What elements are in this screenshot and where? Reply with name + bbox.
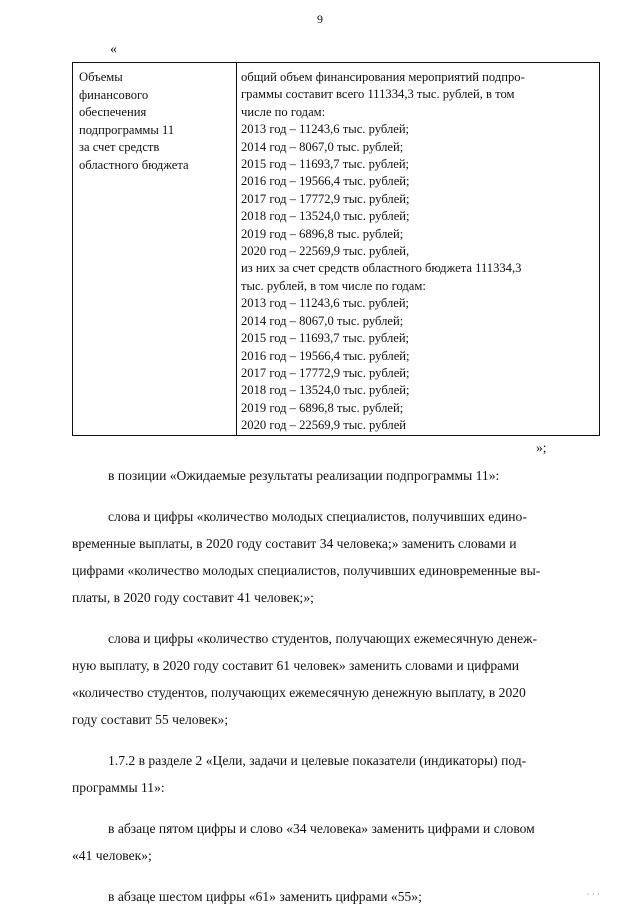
label-line: подпрограммы 11 bbox=[79, 122, 175, 137]
label-line: финансового bbox=[79, 87, 149, 102]
value-line: общий объем финансирования мероприятий подпро- bbox=[241, 70, 525, 84]
value-line: 2019 год – 6896,8 тыс. рублей; bbox=[241, 226, 404, 241]
label-line: за счет средств bbox=[79, 140, 160, 155]
table-value-cell bbox=[237, 63, 599, 435]
paragraph-line: «41 человек»; bbox=[72, 848, 152, 863]
value-line: 2014 год – 8067,0 тыс. рублей; bbox=[241, 139, 404, 154]
scan-mark: · · · bbox=[586, 889, 600, 899]
value-line: 2020 год – 22569,9 тыс. рублей bbox=[241, 418, 407, 433]
paragraph-line: платы, в 2020 году составит 41 человек;»; bbox=[72, 590, 314, 605]
paragraph-line: слова и цифры «количество молодых специалистов, получивших едино- bbox=[108, 509, 527, 524]
paragraph-line: в абзаце пятом цифры и слово «34 человека» заменить цифрами и словом bbox=[108, 821, 535, 836]
value-line: 2013 год – 11243,6 тыс. рублей; bbox=[241, 122, 410, 137]
value-line: 2018 год – 13524,0 тыс. рублей; bbox=[241, 383, 410, 398]
value-line: 2017 год – 17772,9 тыс. рублей; bbox=[241, 365, 410, 380]
paragraph-line: «количество студентов, получающих ежемесячную денежную выплату, в 2020 bbox=[72, 685, 526, 700]
funding-table bbox=[72, 62, 600, 436]
closing-quote-mark: »; bbox=[536, 440, 547, 455]
value-line: 2013 год – 11243,6 тыс. рублей; bbox=[241, 296, 410, 311]
value-line: числе по годам: bbox=[241, 104, 326, 119]
paragraph bbox=[72, 503, 602, 611]
value-line: граммы составит всего 111334,3 тыс. рублей, в том bbox=[241, 87, 515, 102]
value-line: 2014 год – 8067,0 тыс. рублей; bbox=[241, 313, 404, 328]
paragraph-line: слова и цифры «количество студентов, получающих ежемесячную денеж- bbox=[108, 631, 538, 646]
value-line: 2016 год – 19566,4 тыс. рублей; bbox=[241, 174, 410, 189]
value-line: 2017 год – 17772,9 тыс. рублей; bbox=[241, 191, 410, 206]
paragraph-line: ную выплату, в 2020 году составит 61 человек» заменить словами и цифрами bbox=[72, 658, 520, 673]
value-line: 2019 год – 6896,8 тыс. рублей; bbox=[241, 400, 404, 415]
value-line: из них за счет средств областного бюджета 111334,3 bbox=[241, 261, 522, 276]
paragraph-line: в позиции «Ожидаемые результаты реализации подпрограммы 11»: bbox=[108, 468, 500, 483]
paragraph-line: 1.7.2 в разделе 2 «Цели, задачи и целевые показатели (индикаторы) под- bbox=[108, 753, 527, 768]
paragraph-line: программы 11»: bbox=[72, 780, 165, 795]
value-line: 2015 год – 11693,7 тыс. рублей; bbox=[241, 331, 410, 346]
value-line: 2018 год – 13524,0 тыс. рублей; bbox=[241, 209, 410, 224]
value-line: 2015 год – 11693,7 тыс. рублей; bbox=[241, 157, 410, 172]
paragraph-line: цифрами «количество молодых специалистов, получивших единовременные вы- bbox=[72, 563, 541, 578]
paragraph-line: временные выплаты, в 2020 году составит 34 человека;» заменить словами и bbox=[72, 536, 517, 551]
paragraph bbox=[72, 883, 602, 910]
document-body bbox=[72, 462, 602, 924]
paragraph bbox=[72, 625, 602, 733]
paragraph-line: в абзаце шестом цифры «61» заменить цифрами «55»; bbox=[108, 889, 422, 904]
table-label-cell bbox=[73, 63, 237, 435]
value-line: тыс. рублей, в том числе по годам: bbox=[241, 278, 426, 293]
page-number: 9 bbox=[317, 12, 323, 26]
label-line: обеспечения bbox=[79, 105, 147, 120]
paragraph bbox=[72, 462, 602, 489]
paragraph bbox=[72, 747, 602, 801]
value-line: 2020 год – 22569,9 тыс. рублей, bbox=[241, 244, 410, 259]
paragraph-line: году составит 55 человек»; bbox=[72, 712, 229, 727]
value-line: 2016 год – 19566,4 тыс. рублей; bbox=[241, 348, 410, 363]
label-line: областного бюджета bbox=[79, 157, 189, 172]
paragraph bbox=[72, 815, 602, 869]
opening-quote-mark: « bbox=[110, 42, 117, 57]
label-line: Объемы bbox=[79, 70, 123, 84]
